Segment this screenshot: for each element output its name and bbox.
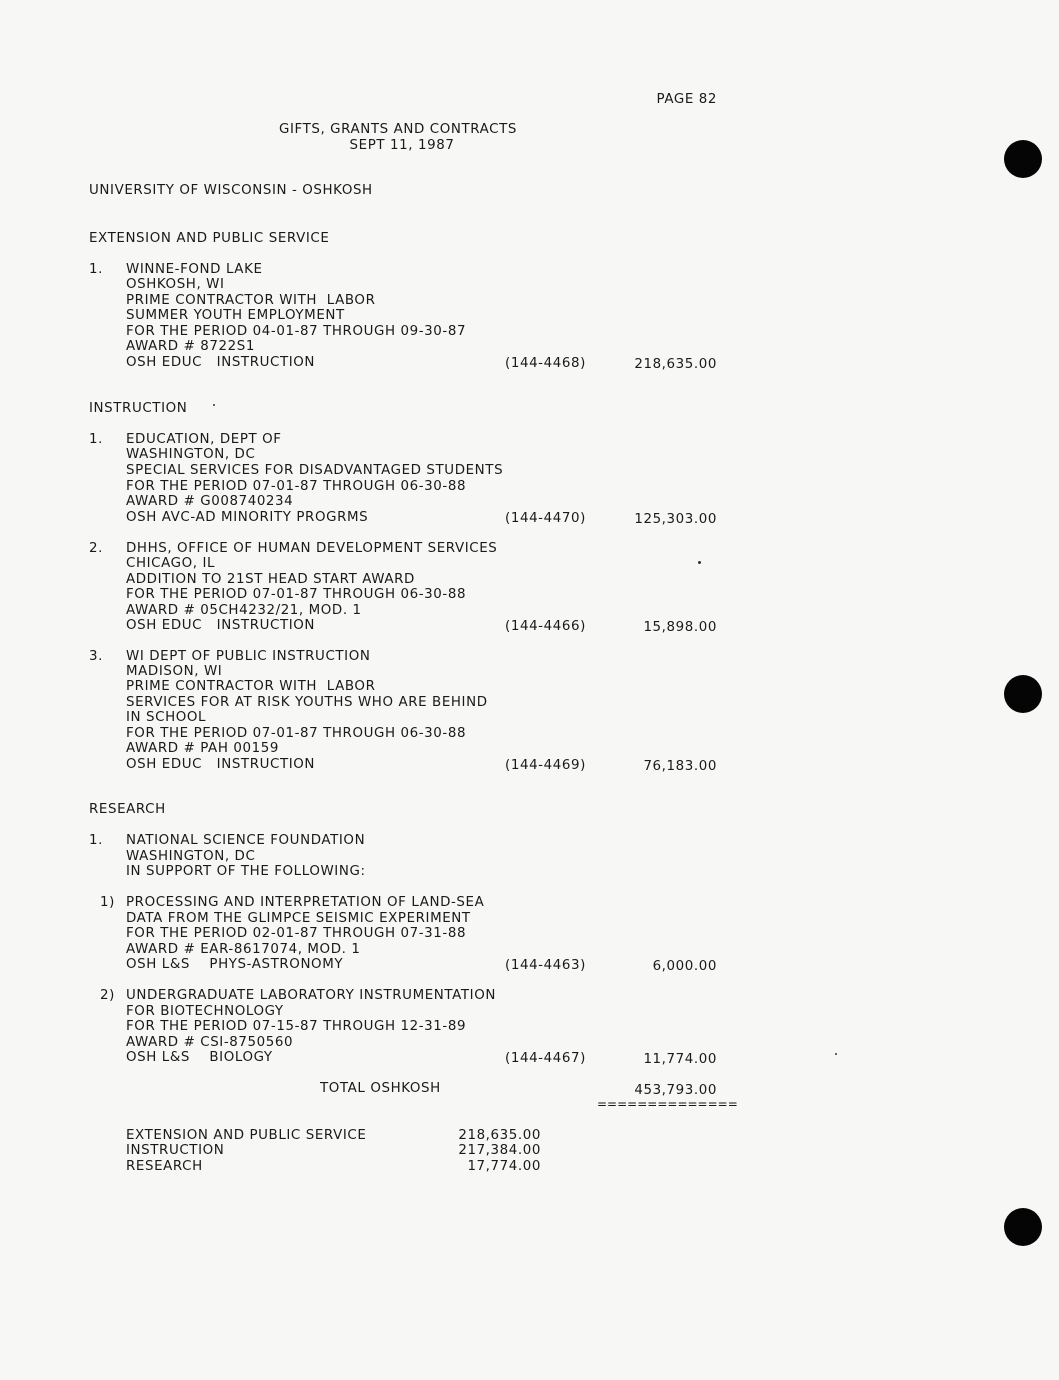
award-number: AWARD # PAH 00159 bbox=[126, 741, 279, 756]
award-number: AWARD # EAR-8617074, MOD. 1 bbox=[126, 942, 361, 957]
entry-number: 1. bbox=[89, 262, 103, 277]
account-code: (144-4468) bbox=[505, 356, 586, 371]
grant-period: FOR THE PERIOD 02-01-87 THROUGH 07-31-88 bbox=[126, 926, 467, 941]
grant-amount: 76,183.00 bbox=[643, 759, 717, 774]
award-number: AWARD # CSI-8750560 bbox=[126, 1035, 294, 1050]
document-date: SEPT 11, 1987 bbox=[349, 138, 455, 153]
account-code: (144-4463) bbox=[505, 958, 586, 973]
entry-number: 1. bbox=[89, 432, 103, 447]
grant-description: SERVICES FOR AT RISK YOUTHS WHO ARE BEHIND bbox=[126, 695, 488, 710]
grant-period: FOR THE PERIOD 07-01-87 THROUGH 06-30-88 bbox=[126, 479, 467, 494]
grantor-name: WI DEPT OF PUBLIC INSTRUCTION bbox=[126, 649, 371, 664]
scan-speck bbox=[698, 561, 701, 564]
section-heading-extension: EXTENSION AND PUBLIC SERVICE bbox=[89, 231, 330, 246]
grant-period: FOR THE PERIOD 07-15-87 THROUGH 12-31-89 bbox=[126, 1019, 467, 1034]
department: OSH EDUC INSTRUCTION bbox=[126, 618, 316, 633]
summary-label: INSTRUCTION bbox=[126, 1143, 225, 1158]
grantor-location: WASHINGTON, DC bbox=[126, 447, 256, 462]
subentry-number: 1) bbox=[100, 895, 115, 910]
grantor-location: MADISON, WI bbox=[126, 664, 223, 679]
account-code: (144-4469) bbox=[505, 758, 586, 773]
grant-note: IN SUPPORT OF THE FOLLOWING: bbox=[126, 864, 366, 879]
punch-hole bbox=[1004, 675, 1042, 713]
summary-amount: 217,384.00 bbox=[458, 1143, 541, 1158]
entry-number: 3. bbox=[89, 649, 103, 664]
award-number: AWARD # 05CH4232/21, MOD. 1 bbox=[126, 603, 362, 618]
scan-speck bbox=[213, 404, 215, 406]
page-number: PAGE 82 bbox=[656, 92, 717, 107]
punch-hole bbox=[1004, 1208, 1042, 1246]
grant-description: SUMMER YOUTH EMPLOYMENT bbox=[126, 308, 345, 323]
grant-description-cont: IN SCHOOL bbox=[126, 710, 207, 725]
section-heading-research: RESEARCH bbox=[89, 802, 166, 817]
summary-label: EXTENSION AND PUBLIC SERVICE bbox=[126, 1128, 367, 1143]
grantor-location: WASHINGTON, DC bbox=[126, 849, 256, 864]
entry-number: 1. bbox=[89, 833, 103, 848]
award-number: AWARD # 8722S1 bbox=[126, 339, 255, 354]
total-amount: 453,793.00 bbox=[634, 1083, 717, 1098]
grant-amount: 125,303.00 bbox=[634, 512, 717, 527]
grant-amount: 11,774.00 bbox=[643, 1052, 717, 1067]
grant-description-cont: FOR BIOTECHNOLOGY bbox=[126, 1004, 284, 1019]
summary-amount: 218,635.00 bbox=[458, 1128, 541, 1143]
grantor-name: WINNE-FOND LAKE bbox=[126, 262, 263, 277]
summary-label: RESEARCH bbox=[126, 1159, 203, 1174]
department: OSH EDUC INSTRUCTION bbox=[126, 355, 316, 370]
grant-description-cont: DATA FROM THE GLIMPCE SEISMIC EXPERIMENT bbox=[126, 911, 471, 926]
department: OSH L&S BIOLOGY bbox=[126, 1050, 273, 1065]
account-code: (144-4466) bbox=[505, 619, 586, 634]
grant-amount: 15,898.00 bbox=[643, 620, 717, 635]
entry-number: 2. bbox=[89, 541, 103, 556]
grant-description: PROCESSING AND INTERPRETATION OF LAND-SEA bbox=[126, 895, 485, 910]
grant-note: PRIME CONTRACTOR WITH LABOR bbox=[126, 679, 376, 694]
grant-description: SPECIAL SERVICES FOR DISADVANTAGED STUDENTS bbox=[126, 463, 504, 478]
grant-description: ADDITION TO 21ST HEAD START AWARD bbox=[126, 572, 415, 587]
institution-name: UNIVERSITY OF WISCONSIN - OSHKOSH bbox=[89, 183, 373, 198]
department: OSH AVC-AD MINORITY PROGRMS bbox=[126, 510, 369, 525]
grant-period: FOR THE PERIOD 04-01-87 THROUGH 09-30-87 bbox=[126, 324, 467, 339]
grant-period: FOR THE PERIOD 07-01-87 THROUGH 06-30-88 bbox=[126, 587, 467, 602]
grantor-location: OSHKOSH, WI bbox=[126, 277, 225, 292]
summary-amount: 17,774.00 bbox=[467, 1159, 541, 1174]
subentry-number: 2) bbox=[100, 988, 115, 1003]
document-title: GIFTS, GRANTS AND CONTRACTS bbox=[279, 122, 517, 137]
grant-description: UNDERGRADUATE LABORATORY INSTRUMENTATION bbox=[126, 988, 496, 1003]
punch-hole bbox=[1004, 140, 1042, 178]
grant-note: PRIME CONTRACTOR WITH LABOR bbox=[126, 293, 376, 308]
account-code: (144-4470) bbox=[505, 511, 586, 526]
scan-speck bbox=[835, 1053, 837, 1055]
grantor-name: DHHS, OFFICE OF HUMAN DEVELOPMENT SERVICES bbox=[126, 541, 498, 556]
grantor-name: NATIONAL SCIENCE FOUNDATION bbox=[126, 833, 366, 848]
department: OSH L&S PHYS-ASTRONOMY bbox=[126, 957, 344, 972]
account-code: (144-4467) bbox=[505, 1051, 586, 1066]
total-label: TOTAL OSHKOSH bbox=[320, 1081, 441, 1096]
award-number: AWARD # G008740234 bbox=[126, 494, 294, 509]
grant-period: FOR THE PERIOD 07-01-87 THROUGH 06-30-88 bbox=[126, 726, 467, 741]
grantor-name: EDUCATION, DEPT OF bbox=[126, 432, 282, 447]
grant-amount: 218,635.00 bbox=[634, 357, 717, 372]
total-double-rule: ============== bbox=[597, 1097, 738, 1111]
grantor-location: CHICAGO, IL bbox=[126, 556, 216, 571]
department: OSH EDUC INSTRUCTION bbox=[126, 757, 316, 772]
grant-amount: 6,000.00 bbox=[652, 959, 717, 974]
section-heading-instruction: INSTRUCTION bbox=[89, 401, 188, 416]
